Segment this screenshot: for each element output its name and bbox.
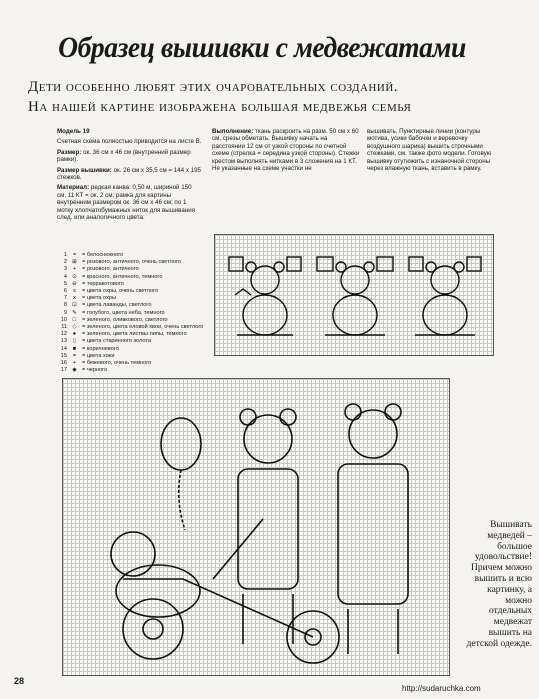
work-paragraph	[212, 128, 360, 172]
legend-color-name: = розового, античного	[82, 266, 139, 273]
legend-symbol: ⊡	[72, 302, 77, 309]
legend-symbol: ●	[72, 331, 77, 338]
sidebar-line: медвежат	[493, 617, 532, 628]
legend-symbol: ⊙	[72, 273, 77, 280]
subtitle-line-1: Дети особенно любят этих очаровательных созданий.	[28, 79, 399, 95]
material-paragraph	[57, 184, 202, 221]
legend-color-name: = терракотового	[82, 280, 124, 287]
tall-bear-right	[338, 404, 408, 654]
legend-number: 14	[60, 345, 67, 352]
legend-color-name: = цвета охры, очень светлого	[82, 288, 159, 295]
legend-row	[57, 252, 207, 259]
legend-color-name: = белоснежного	[82, 252, 124, 258]
color-legend	[57, 252, 207, 374]
legend-symbol: □	[72, 316, 77, 323]
border-bear-3	[409, 257, 481, 335]
sidebar-line: удовольствие!	[474, 552, 532, 563]
border-bears-motif	[215, 235, 493, 355]
sidebar-line: вышить и всю	[474, 573, 532, 584]
bear-on-bike	[111, 519, 339, 663]
legend-color-name: = цвета охры	[82, 295, 116, 302]
legend-row	[57, 346, 207, 353]
legend-number: 9	[63, 309, 67, 316]
legend-row	[57, 310, 207, 317]
legend-number: 2	[63, 259, 67, 266]
source-url: http://sudaruchka.com	[402, 684, 481, 693]
legend-number: 17	[60, 367, 67, 374]
legend-symbol: +	[72, 360, 77, 367]
page-number: 28	[14, 676, 25, 686]
sidebar-line: медведей –	[487, 530, 532, 541]
sidebar-line: отдельных	[489, 606, 532, 617]
legend-color-name: = голубого, цвета неба, темного	[82, 309, 165, 316]
border-pattern-chart	[214, 234, 494, 356]
legend-number: 15	[60, 352, 67, 359]
instructions-column-1	[57, 128, 202, 224]
legend-row	[57, 360, 207, 367]
legend-number: 7	[63, 295, 67, 302]
instructions-column-3	[367, 128, 497, 175]
legend-row	[57, 353, 207, 360]
sidebar-line: Вышивать	[490, 520, 532, 530]
legend-row	[57, 295, 207, 302]
intro-text: Счетная схема полностью приводится на листе В.	[57, 138, 202, 146]
legend-number: 4	[63, 273, 67, 280]
legend-row	[57, 266, 207, 273]
embroidery-size-paragraph	[57, 167, 202, 182]
legend-row	[57, 274, 207, 281]
sidebar-line: Причем можно	[471, 563, 532, 574]
finish-text: вышивать. Пунктирные линии (контуры мотива, усики бабочки и веревочку воздушного шарика) вышить строчными стежками, см. также фото модели. Готовую вышивку отутюжить с изнаночной стороны через влажную ткань, вставить в рамку.	[367, 128, 492, 173]
size-text: ок. 36 см х 46 см (внутренний размер рамки).	[57, 148, 191, 164]
legend-row	[57, 288, 207, 295]
sidebar-text	[456, 520, 532, 650]
legend-symbol: +	[72, 266, 77, 273]
legend-number: 6	[63, 288, 67, 295]
legend-row	[57, 324, 207, 331]
legend-row	[57, 338, 207, 345]
legend-number: 10	[60, 316, 67, 323]
legend-color-name: = розового, античного, очень светлого	[82, 259, 181, 266]
main-pattern-chart	[62, 378, 450, 676]
sidebar-line: картинку, а	[487, 584, 532, 595]
balloon	[161, 418, 201, 530]
work-label: Выполнение:	[212, 128, 254, 135]
legend-row	[57, 281, 207, 288]
sidebar-line: детской одежде.	[466, 638, 532, 649]
model-label: Модель 19	[57, 128, 90, 135]
legend-color-name: = бежевого, очень темного	[82, 360, 152, 367]
legend-symbol: =	[72, 352, 77, 359]
legend-number: 8	[63, 302, 67, 309]
bear-family-motif	[63, 379, 449, 675]
legend-number: 5	[63, 280, 67, 287]
sidebar-line: можно	[505, 595, 532, 606]
legend-color-name: = коричневого	[82, 345, 119, 352]
sidebar-line: большое	[497, 541, 532, 552]
legend-number: 3	[63, 266, 67, 273]
subtitle-line-2: На нашей картине изображена большая медвежья семья	[28, 99, 412, 115]
legend-symbol: s	[73, 288, 76, 295]
legend-row	[57, 302, 207, 309]
legend-color-name: = цвета хаки	[82, 352, 115, 359]
legend-row	[57, 259, 207, 266]
legend-color-name: = красного, античного, темного	[82, 273, 163, 280]
legend-symbol: ✎	[72, 309, 77, 316]
legend-number: 16	[60, 360, 67, 367]
tall-bear-left	[238, 409, 298, 644]
legend-row	[57, 331, 207, 338]
legend-color-name: = зеленого, цвета еловой хвои, очень светлого	[82, 324, 204, 331]
embroidery-size-label: Размер вышивки:	[57, 166, 112, 174]
size-label: Размер:	[57, 148, 82, 156]
work-text: ткань раскроить на разм. 50 см х 60 см, срезы обметать. Вышивку начать на расстоянии 12 см от узкой стороны по счетной схеме (стрелка = середина узкой стороны). Стежки крестом выполнять нитками в 3 сложения на 1 КТ. Не указанные на схеме участки не	[212, 128, 360, 173]
legend-number: 1	[63, 252, 67, 258]
legend-number: 11	[61, 324, 67, 331]
legend-color-name: = черного	[82, 367, 108, 374]
legend-color-name: = цвета старинного золота	[82, 338, 151, 345]
legend-symbol: ⊞	[72, 259, 77, 266]
legend-color-name: = зеленого, оливкового, светлого	[82, 316, 168, 323]
instructions-column-2	[212, 128, 360, 175]
embroidery-size-text: ок. 26 см х 35,5 см = 144 х 195 стежков.	[57, 166, 201, 182]
legend-symbol: ▯	[72, 338, 77, 345]
legend-symbol: ◇	[72, 324, 77, 331]
sidebar-line: вышить на	[488, 627, 532, 638]
legend-symbol: =	[72, 252, 77, 258]
border-bear-1	[229, 257, 301, 335]
legend-row	[57, 367, 207, 374]
legend-color-name: = цвета лаванды, светлого	[82, 302, 152, 309]
material-text: редкая канва: 0,50 м, шириной 150 см, 11 КТ = ок. 2 см; рамка для картины внутренним размером ок. 36 см х 46 см; по 1 мотку хлопчатобумажных ниток для вышивания след. или аналогичного цвета:	[57, 184, 196, 222]
legend-number: 12	[60, 331, 67, 338]
legend-symbol: x	[73, 295, 76, 302]
legend-symbol: ◆	[72, 367, 77, 374]
legend-symbol: ■	[72, 345, 77, 352]
legend-color-name: = зеленого, цвета листвы липы, темного	[82, 331, 187, 338]
legend-row	[57, 317, 207, 324]
legend-symbol: ⊖	[72, 280, 77, 287]
border-bear-2	[317, 257, 393, 335]
page-title: Образец вышивки с медвежатами	[58, 31, 466, 64]
legend-number: 13	[60, 338, 67, 345]
material-label: Материал:	[57, 184, 90, 192]
size-paragraph	[57, 149, 202, 164]
